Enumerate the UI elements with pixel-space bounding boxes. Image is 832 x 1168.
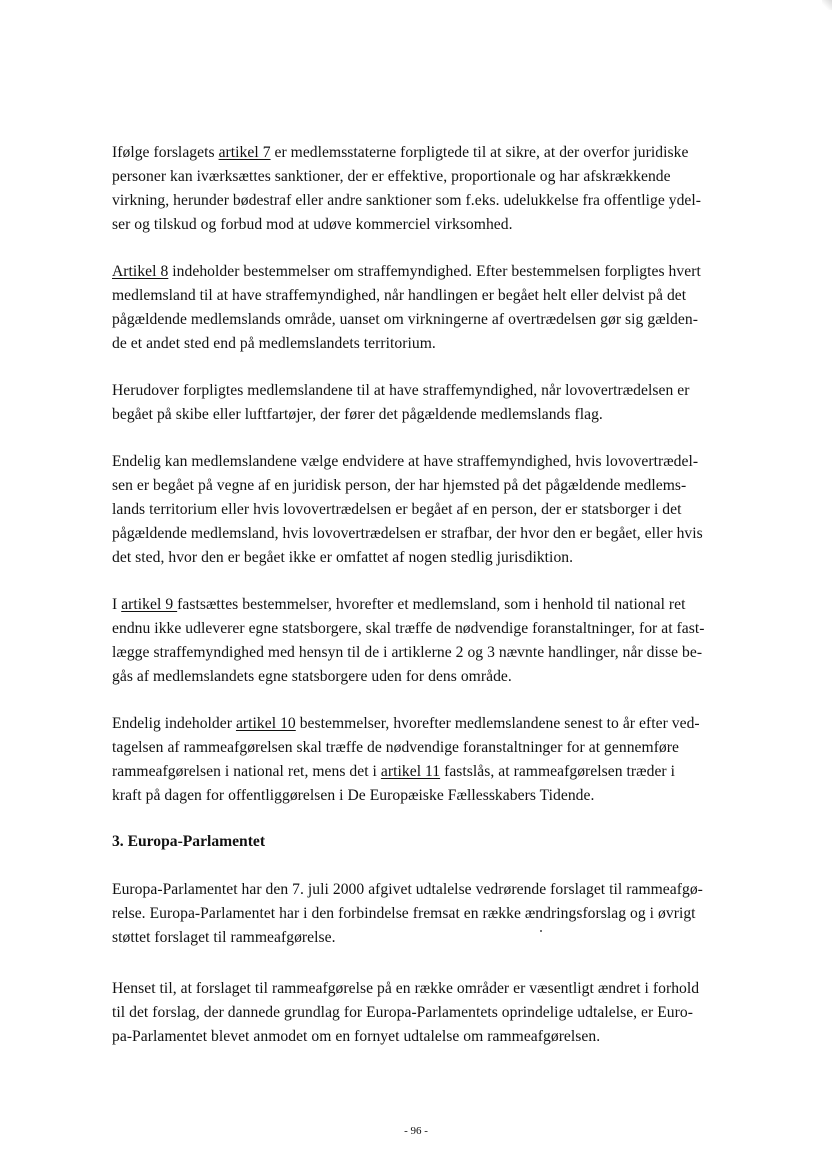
paragraph-7-line-2: relse. Europa-Parlamentet har i den forbindelse fremsat en række ændringsforslag og i øvrigt [112, 905, 696, 922]
page-number: - 96 - [404, 1125, 428, 1137]
paragraph-6-line-1 [112, 714, 700, 734]
paragraph-4-line-1: Endelig kan medlemslandene vælge endvidere at have straffemyndighed, hvis lovovertrædel- [112, 453, 699, 470]
text-run: I [112, 596, 122, 613]
paragraph-1-line-1 [112, 143, 688, 163]
article-7-reference: artikel 7 [218, 144, 271, 161]
paragraph-2-line-1 [112, 262, 701, 282]
scan-corner-shadow [822, 0, 832, 10]
text-run: fastslås, at rammeafgørelsen træder i [440, 763, 675, 780]
paragraph-5-line-1 [112, 595, 686, 615]
paragraph-1-line-3: virkning, herunder bødestraf eller andre sanktioner som f.eks. udelukkelse fra offentlige ydel- [112, 192, 702, 209]
text-run: rammeafgørelsen i national ret, mens det i [112, 763, 381, 780]
paragraph-8-line-3: pa-Parlamentet blevet anmodet om en fornyet udtalelse om rammeafgørelsen. [112, 1028, 601, 1045]
paragraph-5-line-2: endnu ikke udleverer egne statsborgere, skal træffe de nødvendige foranstaltninger, for at fast- [112, 620, 705, 637]
paragraph-6-line-2: tagelsen af rammeafgørelsen skal træffe de nødvendige foranstaltninger for at gennemføre [112, 739, 679, 756]
paragraph-4-line-3: lands territorium eller hvis lovovertrædelsen er begået af en person, der er statsborger i det [112, 501, 682, 518]
paragraph-3-line-2: begået på skibe eller luftfartøjer, der fører det pågældende medlemslands flag. [112, 406, 603, 423]
paragraph-8-line-1: Henset til, at forslaget til rammeafgørelse på en række områder er væsentligt ændret i forhold [112, 980, 700, 997]
text-run: Endelig indeholder [112, 715, 236, 732]
paragraph-7-line-3: støttet forslaget til rammeafgørelse. [112, 929, 336, 946]
paragraph-3-line-1: Herudover forpligtes medlemslandene til at have straffemyndighed, når lovovertrædelsen er [112, 382, 690, 399]
paragraph-4-line-4: pågældende medlemsland, hvis lovovertrædelsen er strafbar, der hvor den er begået, eller hvis [112, 525, 703, 542]
paragraph-8-line-2: til det forslag, der dannede grundlag for Europa-Parlamentets oprindelige udtalelse, er Euro- [112, 1004, 693, 1021]
scan-speck [540, 930, 542, 932]
paragraph-1-line-4: ser og tilskud og forbud mod at udøve kommerciel virksomhed. [112, 216, 513, 233]
paragraph-6-line-3 [112, 762, 675, 782]
paragraph-4-line-2: sen er begået på vegne af en juridisk person, der har hjemsted på det pågældende medlems- [112, 477, 687, 494]
text-run: er medlemsstaterne forpligtede til at sikre, at der overfor juridiske [270, 144, 689, 161]
paragraph-5-line-4: gås af medlemslandets egne statsborgere uden for dens område. [112, 668, 512, 685]
text-run: indeholder bestemmelser om straffemyndighed. Efter bestemmelsen forpligtes hvert [168, 263, 701, 280]
article-10-reference: artikel 10 [235, 715, 296, 732]
article-9-reference: artikel 9 [121, 596, 178, 613]
paragraph-1-line-2: personer kan iværksættes sanktioner, der er effektive, proportionale og har afskrækkende [112, 168, 671, 185]
article-8-reference: Artikel 8 [112, 263, 169, 280]
text-run: Ifølge forslagets [112, 144, 219, 161]
text-run: fastsættes bestemmelser, hvorefter et medlemsland, som i henhold til national ret [177, 596, 686, 613]
paragraph-5-line-3: lægge straffemyndighed med hensyn til de i artiklerne 2 og 3 nævnte handlinger, når disse be- [112, 644, 703, 661]
paragraph-7-line-1: Europa-Parlamentet har den 7. juli 2000 afgivet udtalelse vedrørende forslaget til rammeafgø- [112, 881, 703, 898]
text-run: bestemmelser, hvorefter medlemslandene senest to år efter ved- [295, 715, 700, 732]
paragraph-2-line-3: pågældende medlemslands område, uanset om virkningerne af overtrædelsen gør sig gælden- [112, 311, 698, 328]
paragraph-4-line-5: det sted, hvor den er begået ikke er omfattet af nogen stedlig jurisdiktion. [112, 549, 574, 566]
paragraph-2-line-2: medlemsland til at have straffemyndighed, når handlingen er begået helt eller delvist på det [112, 287, 687, 304]
section-heading: 3. Europa-Parlamentet [112, 833, 266, 850]
article-11-reference: artikel 11 [380, 763, 441, 780]
paragraph-6-line-4: kraft på dagen for offentliggørelsen i De Europæiske Fællesskabers Tidende. [112, 787, 595, 804]
paragraph-2-line-4: de et andet sted end på medlemslandets territorium. [112, 335, 436, 352]
